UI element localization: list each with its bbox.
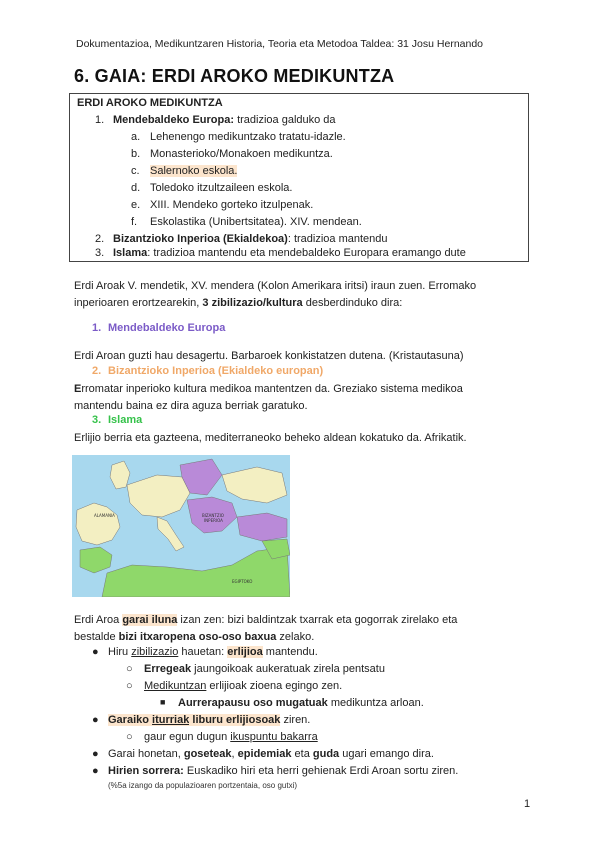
section-number: 3. (92, 414, 102, 426)
section-heading-europe: Mendebaldeko Europa (108, 322, 226, 334)
summary-box-title: ERDI AROKO MEDIKUNTZA (77, 97, 223, 109)
sub-bullet-item: gaur egun dugun ikuspuntu bakarra (144, 731, 318, 743)
list-item: Mendebaldeko Europa: tradizioa galduko da (113, 114, 336, 126)
section-heading-byzantium: Bizantzioko Inperioa (Ekialdeko europan) (108, 365, 324, 377)
sublist-item: Lehenengo medikuntzako tratatu-idazle. (150, 131, 346, 143)
map-label: BIZANTZIO (202, 513, 224, 518)
circle-bullet-icon: ○ (126, 731, 133, 743)
bullet-item: Hirien sorrera: Euskadiko hiri eta herri gehienak Erdi Aroan sortu ziren. (108, 765, 459, 777)
page-title: 6. GAIA: ERDI AROKO MEDIKUNTZA (74, 66, 395, 86)
sub-bullet-item: Erregeak jaungoikoak aukeratuak zirela pentsatu (144, 663, 385, 675)
map-label: EGIPTOKO (232, 579, 253, 584)
section-heading-islam: Islama (108, 414, 143, 426)
bullet-icon: ● (92, 714, 99, 726)
sublist-letter: c. (131, 165, 140, 177)
mediterranean-map-image (72, 455, 290, 597)
list-number: 3. (95, 247, 105, 259)
sublist-letter: b. (131, 148, 141, 160)
sub-bullet-item: Medikuntzan erlijioak zioena egingo zen. (144, 680, 343, 692)
sub-sub-bullet-item: Aurrerapausu oso mugatuak medikuntza arloan. (178, 697, 424, 709)
page-number: 1 (524, 798, 531, 810)
section-text: Erdi Aroan guzti hau desagertu. Barbaroek konkistatzen dutena. (Kristautasuna) (74, 350, 464, 362)
sublist-item: XIII. Mendeko gorteko itzulpenak. (150, 199, 314, 211)
list-item: Islama: tradizioa mantendu eta mendebaldeko Europara eramango dute (113, 247, 466, 259)
sublist-item: Toledoko itzultzaileen eskola. (150, 182, 293, 194)
footnote: (%5a izango da populazioaren portzentaia, oso gutxi) (108, 781, 298, 790)
section-text: Erromatar inperioko kultura medikoa mantentzen da. Greziako sistema medikoa mantendu baina ez dira aguza berriak garatuko. (74, 383, 463, 412)
sublist-item: Monasterioko/Monakoen medikuntza. (150, 148, 333, 160)
bullet-icon: ● (92, 765, 99, 777)
intro-paragraph: Erdi Aroak V. mendetik, XV. mendera (Kolon Amerikara iritsi) iraun zuen. Erromako inperioaren erortzearekin, 3 zibilizazio/kultura desberdinduko dira: (74, 280, 477, 309)
list-number: 1. (95, 114, 105, 126)
list-number: 2. (95, 233, 105, 245)
list-item: Bizantzioko Inperioa (Ekialdekoa): tradizioa mantendu (113, 233, 388, 245)
section-text: Erlijio berria eta gazteena, mediterraneoko beheko aldean kokatuko da. Afrikatik. (74, 432, 467, 444)
page-header: Dokumentazioa, Medikuntzaren Historia, Teoria eta Metodoa Taldea: 31 Josu Hernando (76, 38, 484, 50)
dark-ages-paragraph: Erdi Aroa garai iluna izan zen: bizi baldintzak txarrak eta gogorrak zirelako eta bestalde bizi itxaropena oso-oso baxua zelako. (74, 614, 458, 643)
sublist-letter: d. (131, 182, 141, 194)
sublist-letter: f. (131, 216, 138, 228)
sublist-letter: a. (131, 131, 141, 143)
sublist-item: Eskolastika (Unibertsitatea). XIV. mendean. (150, 216, 362, 228)
circle-bullet-icon: ○ (126, 680, 133, 692)
map-label: ALAMANIA (94, 513, 115, 518)
bullet-item: Hiru zibilizazio hauetan: erlijioa mantendu. (108, 646, 318, 658)
section-number: 1. (92, 322, 102, 334)
bullet-icon: ● (92, 646, 99, 658)
sublist-item-highlighted: Salernoko eskola. (150, 165, 238, 177)
square-bullet-icon: ■ (160, 697, 166, 707)
sublist-letter: e. (131, 199, 141, 211)
map-label: INPERIOA (204, 518, 223, 523)
circle-bullet-icon: ○ (126, 663, 133, 675)
bullet-item: Garaiko iturriak liburu erlijiosoak ziren. (108, 714, 311, 726)
bullet-icon: ● (92, 748, 99, 760)
bullet-item: Garai honetan, goseteak, epidemiak eta guda ugari emango dira. (108, 748, 434, 760)
section-number: 2. (92, 365, 102, 377)
